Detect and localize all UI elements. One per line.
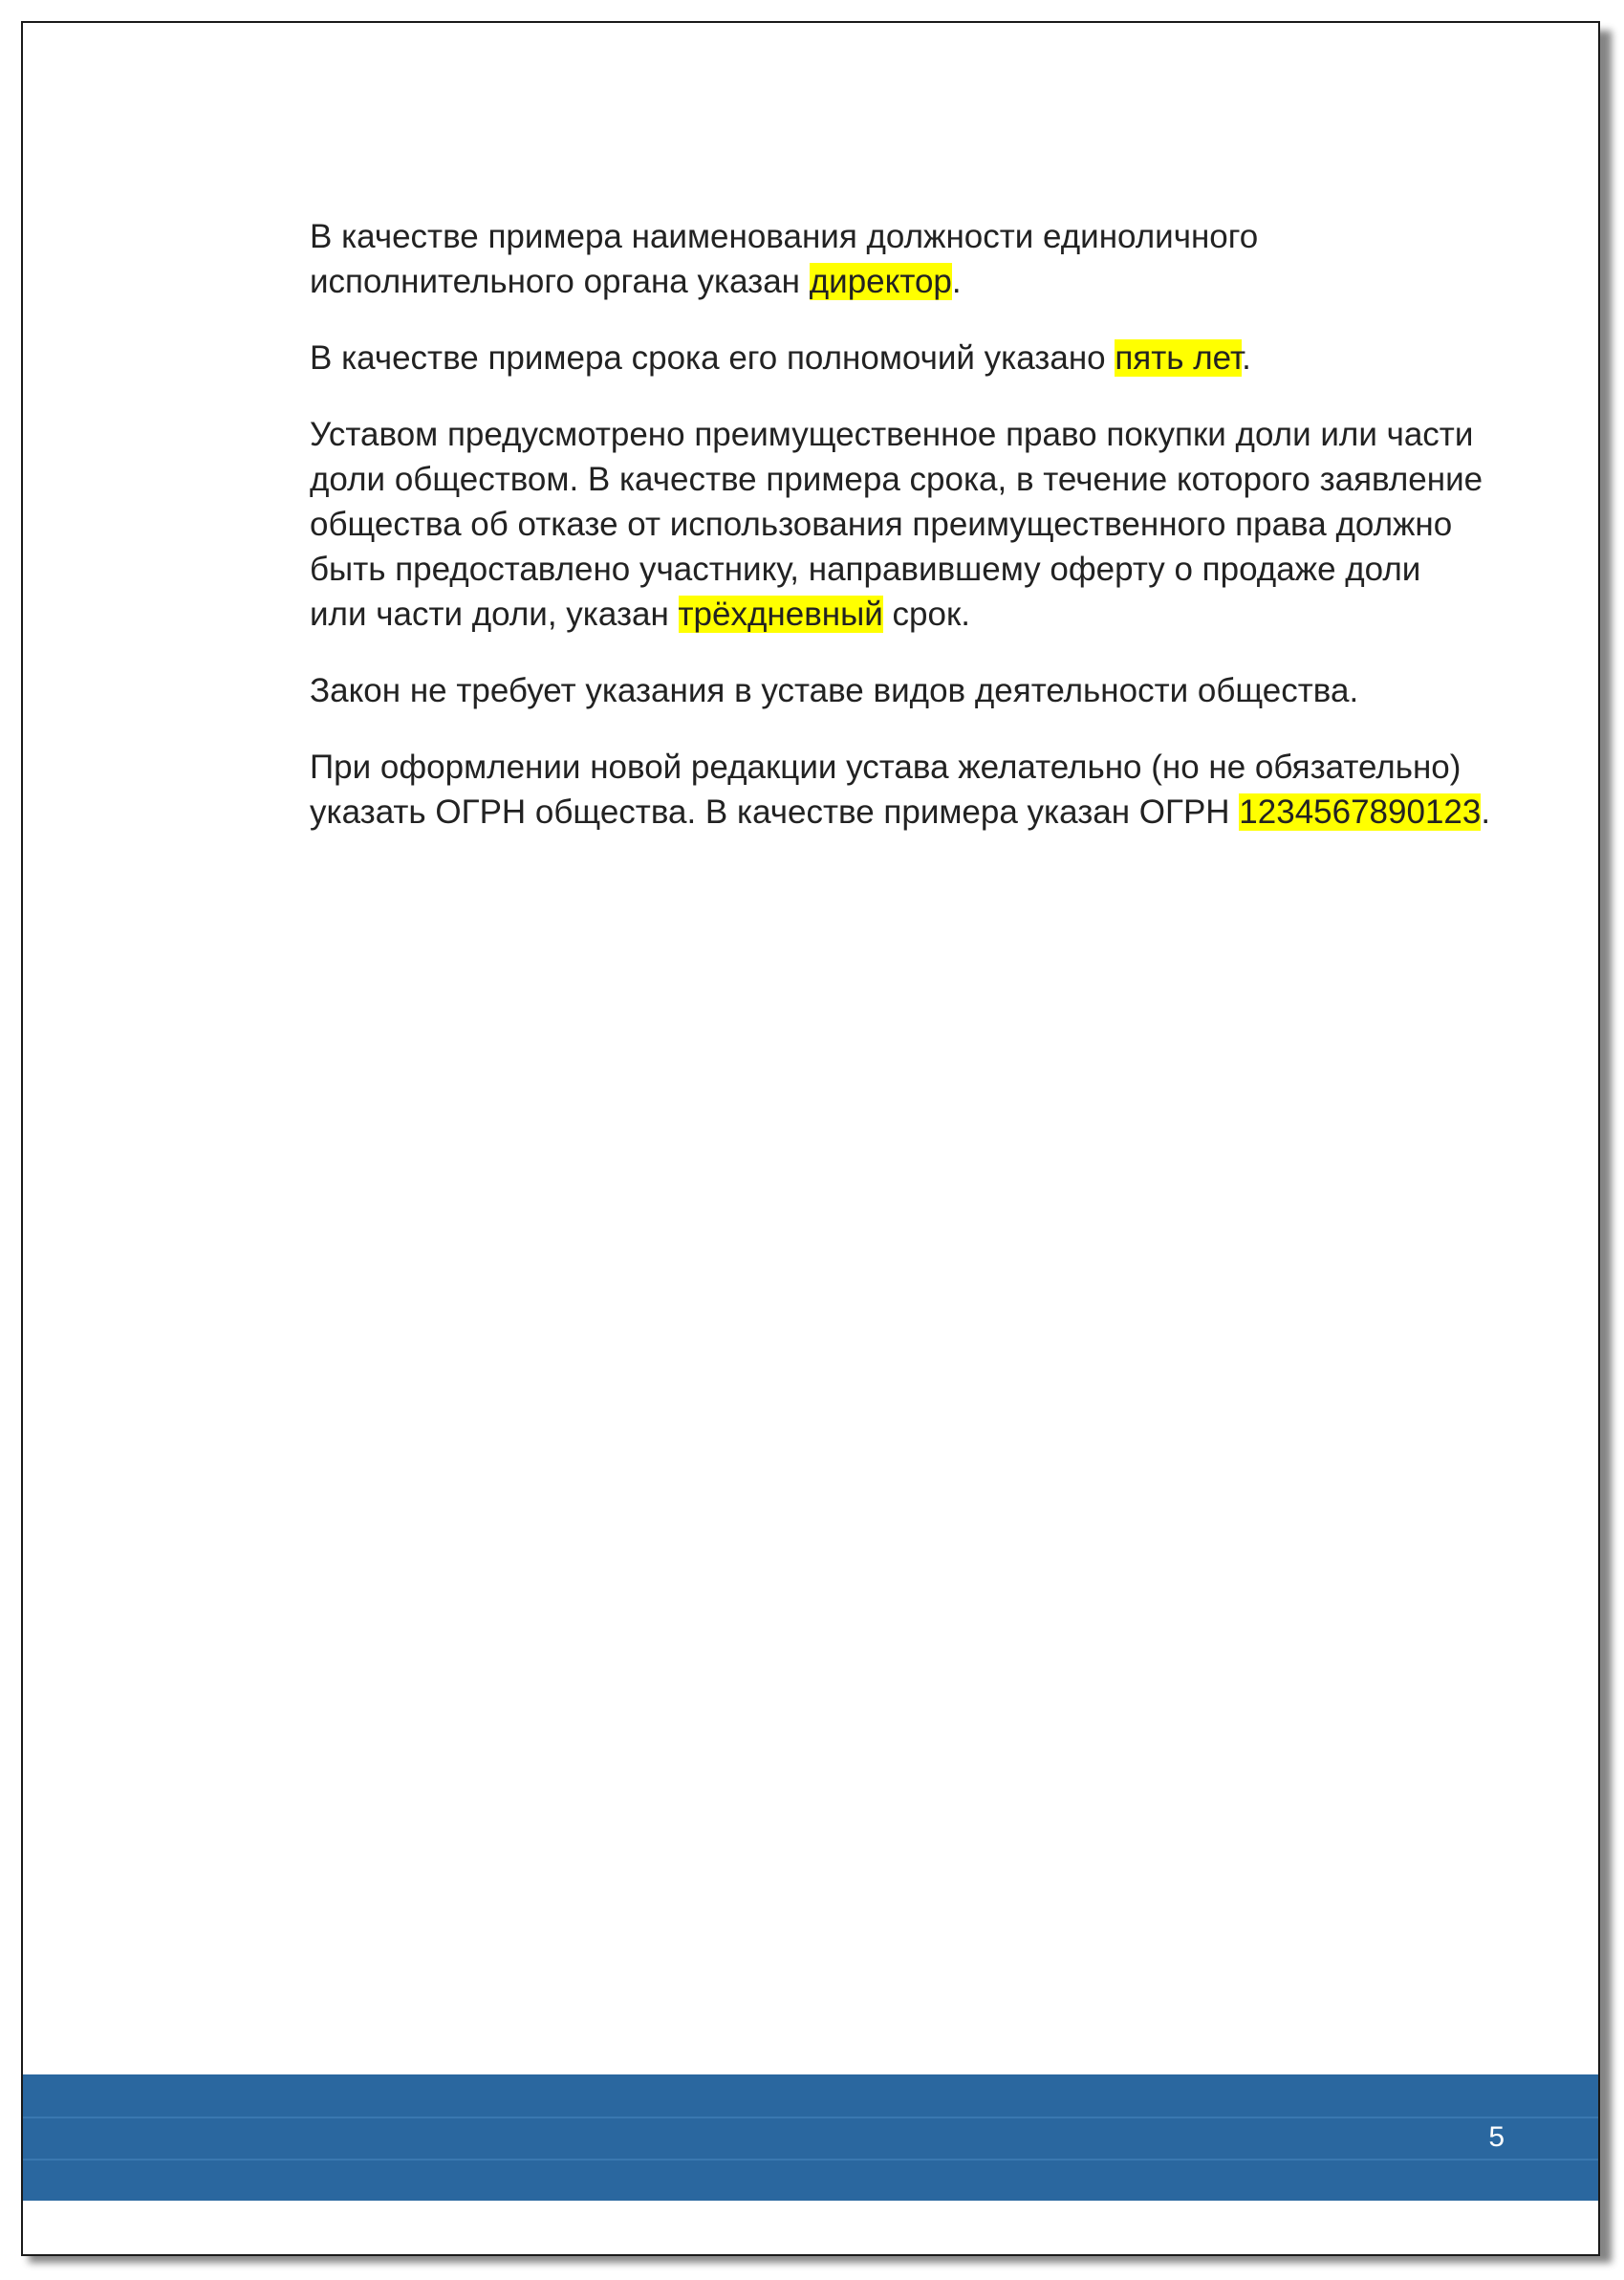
paragraph xyxy=(310,214,1552,304)
footer-band xyxy=(23,2074,1598,2201)
paragraph xyxy=(310,336,1552,380)
highlighted-text: директор xyxy=(809,263,952,300)
line-text-after: . xyxy=(951,263,962,300)
paragraph xyxy=(310,668,1552,713)
line-text: Закон не требует указания в уставе видов деятельности общества. xyxy=(310,672,1359,709)
text-line xyxy=(310,790,1552,835)
line-text: При оформлении новой редакции устава желательно (но не обязательно) xyxy=(310,749,1462,786)
line-text-after: . xyxy=(1481,793,1491,831)
text-line xyxy=(310,592,1552,637)
highlighted-text: пять лет xyxy=(1115,339,1243,377)
paragraph xyxy=(310,745,1552,835)
text-line xyxy=(310,214,1552,259)
text-line xyxy=(310,336,1552,380)
line-text: Уставом предусмотрено преимущественное право покупки доли или части xyxy=(310,416,1474,453)
line-text-after: . xyxy=(1242,339,1251,377)
line-text: доли обществом. В качестве примера срока, в течение которого заявление xyxy=(310,461,1483,498)
document-page xyxy=(21,21,1600,2256)
document-body xyxy=(310,214,1552,866)
line-text: В качестве примера срока его полномочий указано xyxy=(310,339,1115,377)
line-text: исполнительного органа указан xyxy=(310,263,810,300)
text-line xyxy=(310,259,1552,304)
text-line xyxy=(310,547,1552,592)
text-line xyxy=(310,457,1552,502)
line-text: общества об отказе от использования преимущественного права должно xyxy=(310,506,1453,543)
footer-stripe xyxy=(23,2117,1598,2118)
line-text: или части доли, указан xyxy=(310,596,679,633)
highlighted-text: 1234567890123 xyxy=(1239,793,1482,831)
line-text: быть предоставлено участнику, направившему оферту о продаже доли xyxy=(310,551,1421,588)
footer-stripe xyxy=(23,2159,1598,2161)
line-text-after: срок. xyxy=(882,596,971,633)
line-text: В качестве примера наименования должности единоличного xyxy=(310,218,1259,255)
highlighted-text: трёхдневный xyxy=(678,596,883,633)
text-line xyxy=(310,412,1552,457)
text-line xyxy=(310,745,1552,790)
text-line xyxy=(310,502,1552,547)
text-line xyxy=(310,668,1552,713)
page-number: 5 xyxy=(1488,2121,1505,2153)
paragraph xyxy=(310,412,1552,637)
line-text: указать ОГРН общества. В качестве примера указан ОГРН xyxy=(310,793,1240,831)
